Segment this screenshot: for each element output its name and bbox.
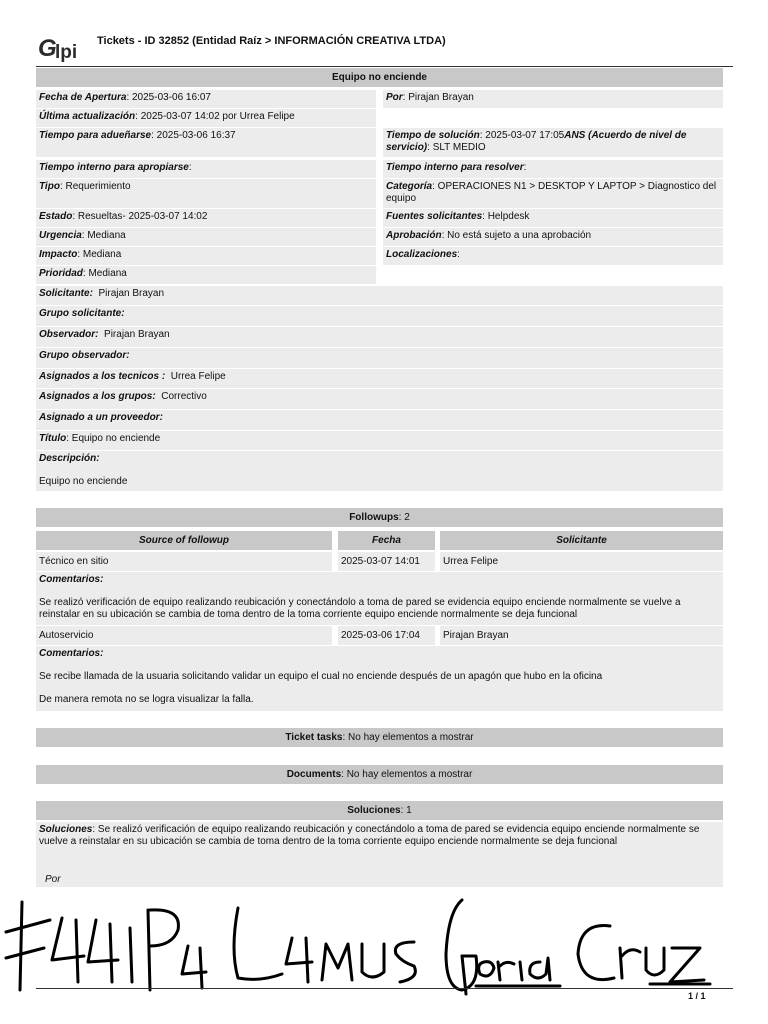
por: Por: Pirajan Brayan [383, 90, 723, 108]
descripcion: Descripción: Equipo no enciende [36, 451, 723, 491]
col-solicitante: Solicitante [440, 531, 723, 550]
followup-2-comentarios: Comentarios: Se recibe llamada de la usuaria solicitando validar un equipo el cual no enciende después de un apagón que hubo en la oficina De manera remota no se logra visualizar la falla. [36, 646, 723, 711]
por-label: Por [45, 874, 61, 885]
page-number: 1 / 1 [688, 991, 706, 1001]
descripcion-text: Equipo no enciende [39, 476, 128, 487]
fuentes-solicitantes: Fuentes solicitantes: Helpdesk [383, 209, 723, 227]
solicitante: Solicitante: Pirajan Brayan [36, 286, 723, 305]
followup-1-comment-text: Se realizó verificación de equipo realizando reubicación y conectándolo a toma de pared se evidencia equipo enciende normalmente se vuelve a reinstalar en su ubicación se cambia de toma dentro de la toma corriente equipo enciende normalmente se deja funcional [39, 597, 681, 620]
followup-1-fecha: 2025-03-07 14:01 [338, 552, 435, 571]
col-source: Source of followup [36, 531, 332, 550]
glpi-logo [38, 34, 92, 62]
categoria: Categoría: OPERACIONES N1 > DESKTOP Y LAPTOP > Diagnostico del equipo [383, 179, 723, 208]
blank-right-1 [383, 109, 723, 127]
asignado-proveedor: Asignado a un proveedor: [36, 410, 723, 430]
followup-1-comentarios: Comentarios: Se realizó verificación de equipo realizando reubicación y conectándolo a toma de pared se evidencia equipo enciende normalmente se vuelve a reinstalar en su ubicación se cambia de toma dentro de la toma corriente equipo enciende normalmente se deja funcional [36, 572, 723, 625]
prioridad: Prioridad: Mediana [36, 266, 376, 284]
tiempo-interno-resolver: Tiempo interno para resolver: [383, 160, 723, 178]
followup-2-source: Autoservicio [36, 626, 332, 645]
documents-header: Documents: No hay elementos a mostrar [36, 765, 723, 784]
asignados-tecnicos: Asignados a los tecnicos : Urrea Felipe [36, 369, 723, 388]
followup-2-comment-line2: De manera remota no se logra visualizar la falla. [39, 694, 254, 705]
svg-text:lpi: lpi [55, 42, 78, 62]
ticket-tasks-header: Ticket tasks: No hay elementos a mostrar [36, 728, 723, 747]
asignados-grupos: Asignados a los grupos: Correctivo [36, 389, 723, 409]
urgencia: Urgencia: Mediana [36, 228, 376, 246]
localizaciones: Localizaciones: [383, 247, 723, 265]
grupo-observador: Grupo observador: [36, 348, 723, 368]
ticket-name-header: Equipo no enciende [36, 68, 723, 87]
footer-rule [36, 988, 733, 989]
handwritten-signature [0, 890, 768, 1000]
estado: Estado: Resueltas- 2025-03-07 14:02 [36, 209, 376, 227]
followup-1-solicitante: Urrea Felipe [440, 552, 723, 571]
tipo: Tipo: Requerimiento [36, 179, 376, 208]
ultima-actualizacion: Última actualización: 2025-03-07 14:02 por Urrea Felipe [36, 109, 376, 127]
followup-2-comment-line1: Se recibe llamada de la usuaria solicitando validar un equipo el cual no enciende después de un apagón que hubo en la oficina [39, 671, 603, 682]
tiempo-aduenarse: Tiempo para adueñarse: 2025-03-06 16:37 [36, 128, 376, 157]
impacto: Impacto: Mediana [36, 247, 376, 265]
observador: Observador: Pirajan Brayan [36, 327, 723, 347]
fecha-apertura: Fecha de Apertura: 2025-03-06 16:07 [36, 90, 376, 108]
page-title: Tickets - ID 32852 (Entidad Raíz > INFORMACIÓN CREATIVA LTDA) [97, 35, 446, 47]
aprobacion: Aprobación: No está sujeto a una aprobación [383, 228, 723, 246]
col-fecha: Fecha [338, 531, 435, 550]
followups-header: Followups: 2 [36, 508, 723, 527]
titulo: Título: Equipo no enciende [36, 431, 723, 450]
solucion-item: Soluciones: Se realizó verificación de equipo realizando reubicación y conectándolo a toma de pared se evidencia equipo enciende normalmente se vuelve a reinstalar en su ubicación se cambia de toma dentro de la toma corriente equipo enciende normalmente se deja funcional Por [36, 822, 723, 887]
header-rule [36, 66, 733, 67]
tiempo-interno-apropiarse: Tiempo interno para apropiarse: [36, 160, 376, 178]
followup-2-solicitante: Pirajan Brayan [440, 626, 723, 645]
tiempo-solucion: Tiempo de solución: 2025-03-07 17:05ANS (Acuerdo de nivel de servicio): SLT MEDIO [383, 128, 723, 157]
followup-2-fecha: 2025-03-06 17:04 [338, 626, 435, 645]
soluciones-header: Soluciones: 1 [36, 801, 723, 820]
followup-1-source: Técnico en sitio [36, 552, 332, 571]
grupo-solicitante: Grupo solicitante: [36, 306, 723, 326]
svg-text:G: G [38, 35, 57, 62]
